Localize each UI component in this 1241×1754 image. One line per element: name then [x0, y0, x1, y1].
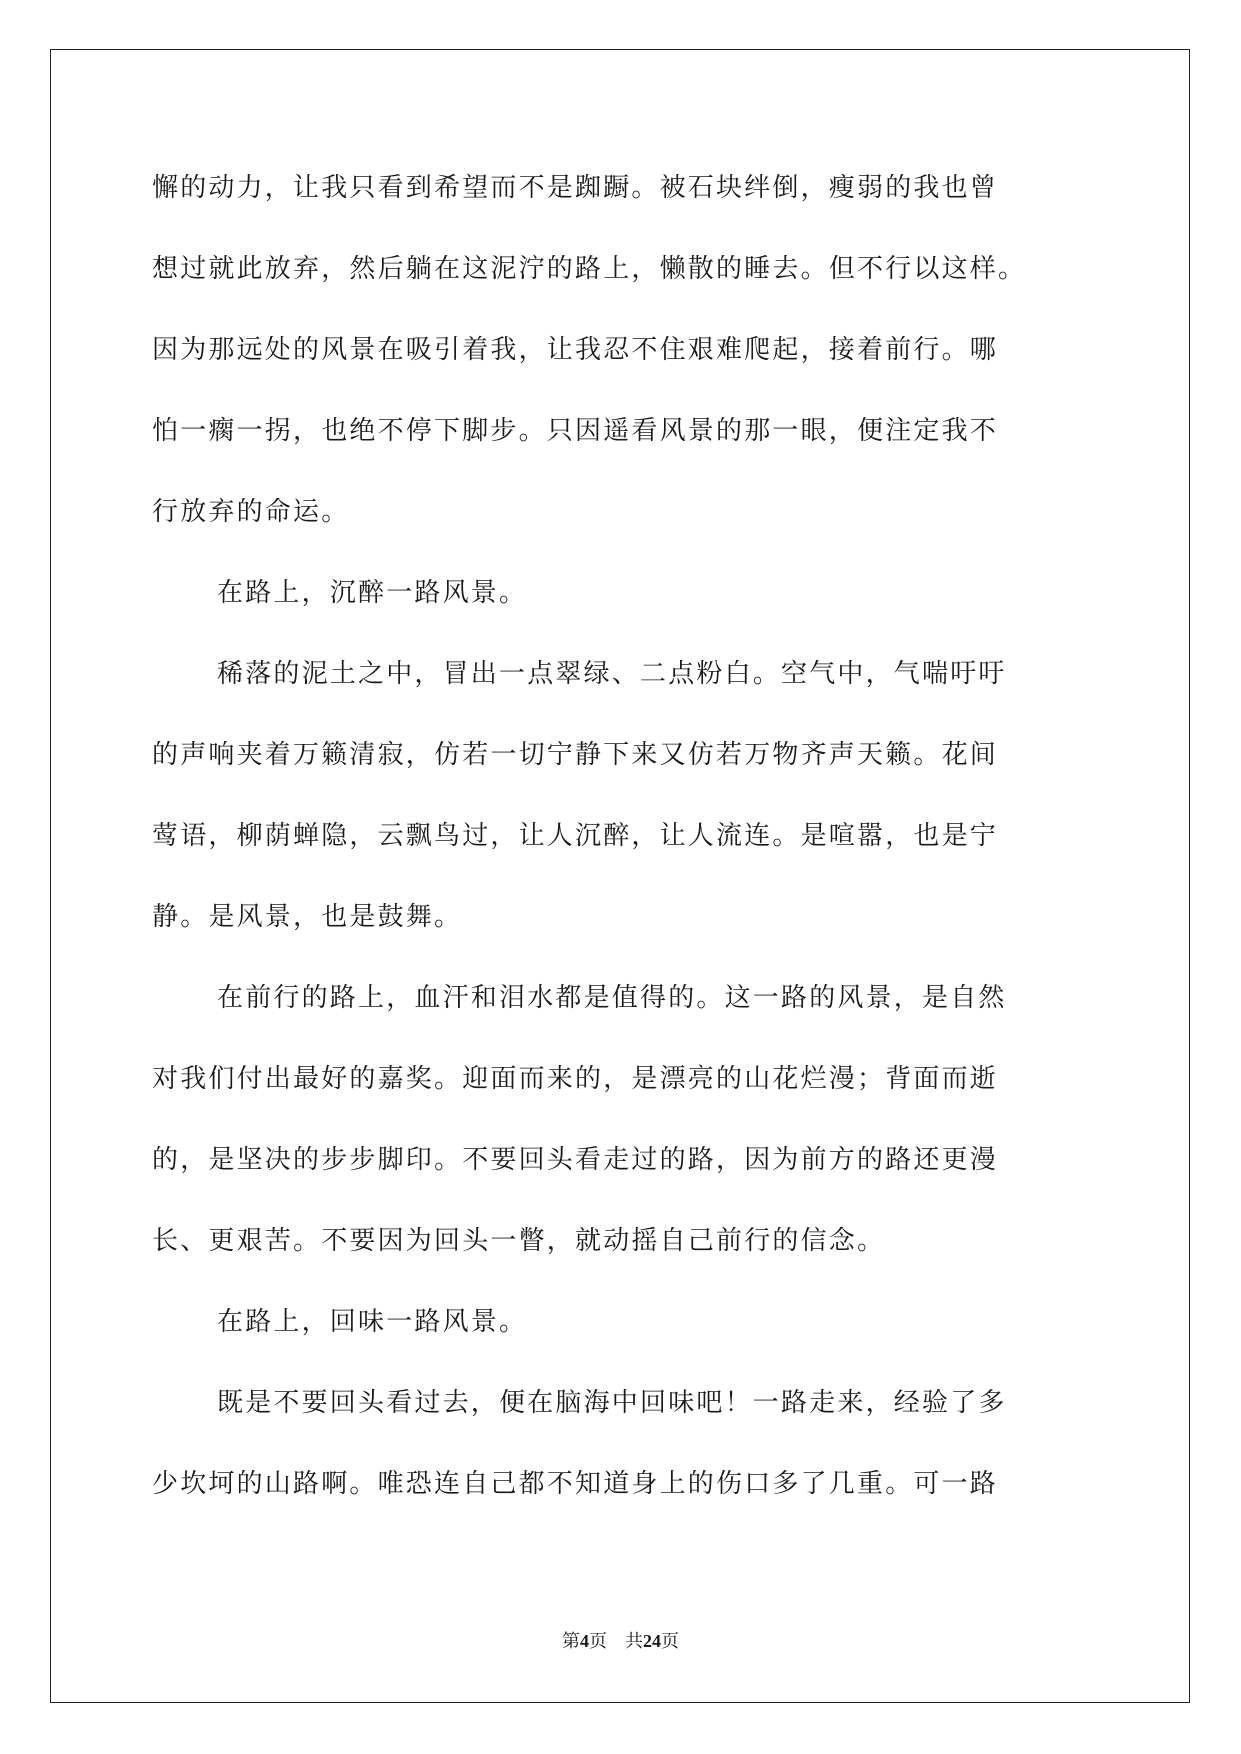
footer-total-pages: 24 [643, 1631, 661, 1651]
text-line: 懈的动力，让我只看到希望而不是踟蹰。被石块绊倒，瘦弱的我也曾 [152, 173, 999, 203]
text-line: 莺语，柳荫蝉隐，云飘鸟过，让人沉醉，让人流连。是喧嚣，也是宁 [152, 821, 999, 851]
footer-page-number: 4 [580, 1631, 589, 1651]
text-line: 怕一瘸一拐，也绝不停下脚步。只因遥看风景的那一眼，便注定我不 [152, 416, 999, 446]
text-line: 行放弃的命运。 [152, 497, 350, 527]
text-line: 静。是风景，也是鼓舞。 [152, 902, 463, 932]
document-body [152, 164, 1097, 1541]
text-line: 少坎坷的山路啊。唯恐连自己都不知道身上的伤口多了几重。可一路 [152, 1469, 999, 1499]
page-footer [0, 1627, 1241, 1653]
footer-page-suffix: 页 [589, 1631, 607, 1651]
footer-page-prefix: 第 [562, 1631, 580, 1651]
text-line: 在前行的路上，血汗和泪水都是值得的。这一路的风景，是自然 [217, 983, 1007, 1013]
text-line: 既是不要回头看过去，便在脑海中回味吧！一路走来，经验了多 [217, 1388, 1007, 1418]
footer-total-suffix: 页 [661, 1631, 679, 1651]
text-line: 长、更艰苦。不要因为回头一瞥，就动摇自己前行的信念。 [152, 1226, 886, 1256]
text-line: 想过就此放弃，然后躺在这泥泞的路上，懒散的睡去。但不行以这样。 [152, 254, 1027, 284]
footer-total-prefix: 共 [625, 1631, 643, 1651]
text-line: 对我们付出最好的嘉奖。迎面而来的，是漂亮的山花烂漫；背面而逝 [152, 1064, 999, 1094]
text-line: 的声响夹着万籁清寂，仿若一切宁静下来又仿若万物齐声天籁。花间 [152, 740, 999, 770]
text-line: 因为那远处的风景在吸引着我，让我忍不住艰难爬起，接着前行。哪 [152, 335, 999, 365]
text-line: 稀落的泥土之中，冒出一点翠绿、二点粉白。空气中，气喘吁吁 [217, 659, 1007, 689]
text-line: 的，是坚决的步步脚印。不要回头看走过的路，因为前方的路还更漫 [152, 1145, 999, 1175]
text-line: 在路上，沉醉一路风景。 [217, 578, 528, 608]
text-line: 在路上，回味一路风景。 [217, 1307, 528, 1337]
